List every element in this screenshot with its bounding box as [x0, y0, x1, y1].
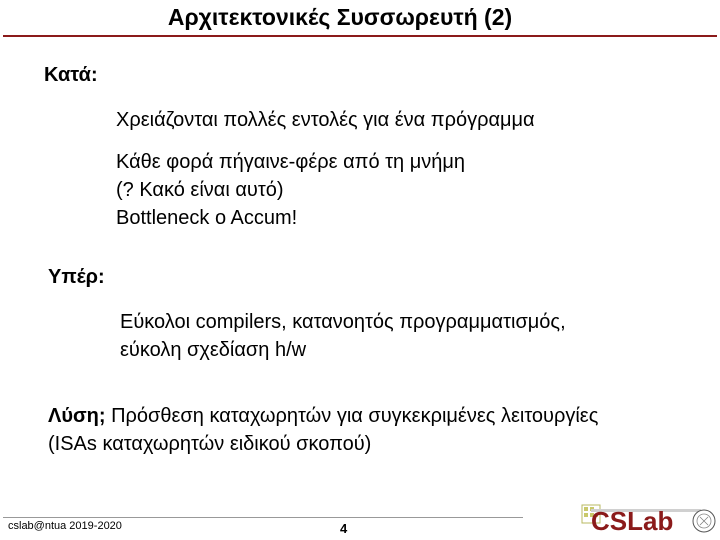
footer-left-text: cslab@ntua 2019-2020 — [8, 520, 122, 532]
slide-title: Αρχιτεκτονικές Συσσωρευτή (2) — [167, 4, 513, 30]
pros-heading: Υπέρ: — [48, 266, 105, 288]
cons-item-4: Bottleneck o Accum! — [116, 207, 298, 229]
title-divider — [3, 35, 717, 37]
footer-divider — [3, 517, 523, 518]
page-number: 4 — [340, 521, 348, 536]
solution-line-2: (ISAs καταχωρητών ειδικού σκοπού) — [48, 433, 372, 455]
solution-line-1 — [48, 402, 598, 430]
solution-text: Πρόσθεση καταχωρητών για συγκεκριμένες λειτουργίες — [111, 405, 599, 427]
pros-item-2: εύκολη σχεδίαση h/w — [120, 339, 307, 361]
pros-item-1: Εύκολοι compilers, κατανοητός προγραμματισμός, — [120, 311, 566, 333]
cslab-logo-text: CSLab — [591, 506, 674, 536]
solution-label: Λύση; — [48, 405, 106, 427]
cons-item-2: Κάθε φορά πήγαινε-φέρε από τη μνήμη — [116, 151, 465, 173]
cons-item-1: Χρειάζονται πολλές εντολές για ένα πρόγραμμα — [116, 109, 535, 131]
cons-item-3: (? Κακό είναι αυτό) — [116, 179, 284, 201]
cons-heading: Κατά: — [44, 64, 98, 86]
